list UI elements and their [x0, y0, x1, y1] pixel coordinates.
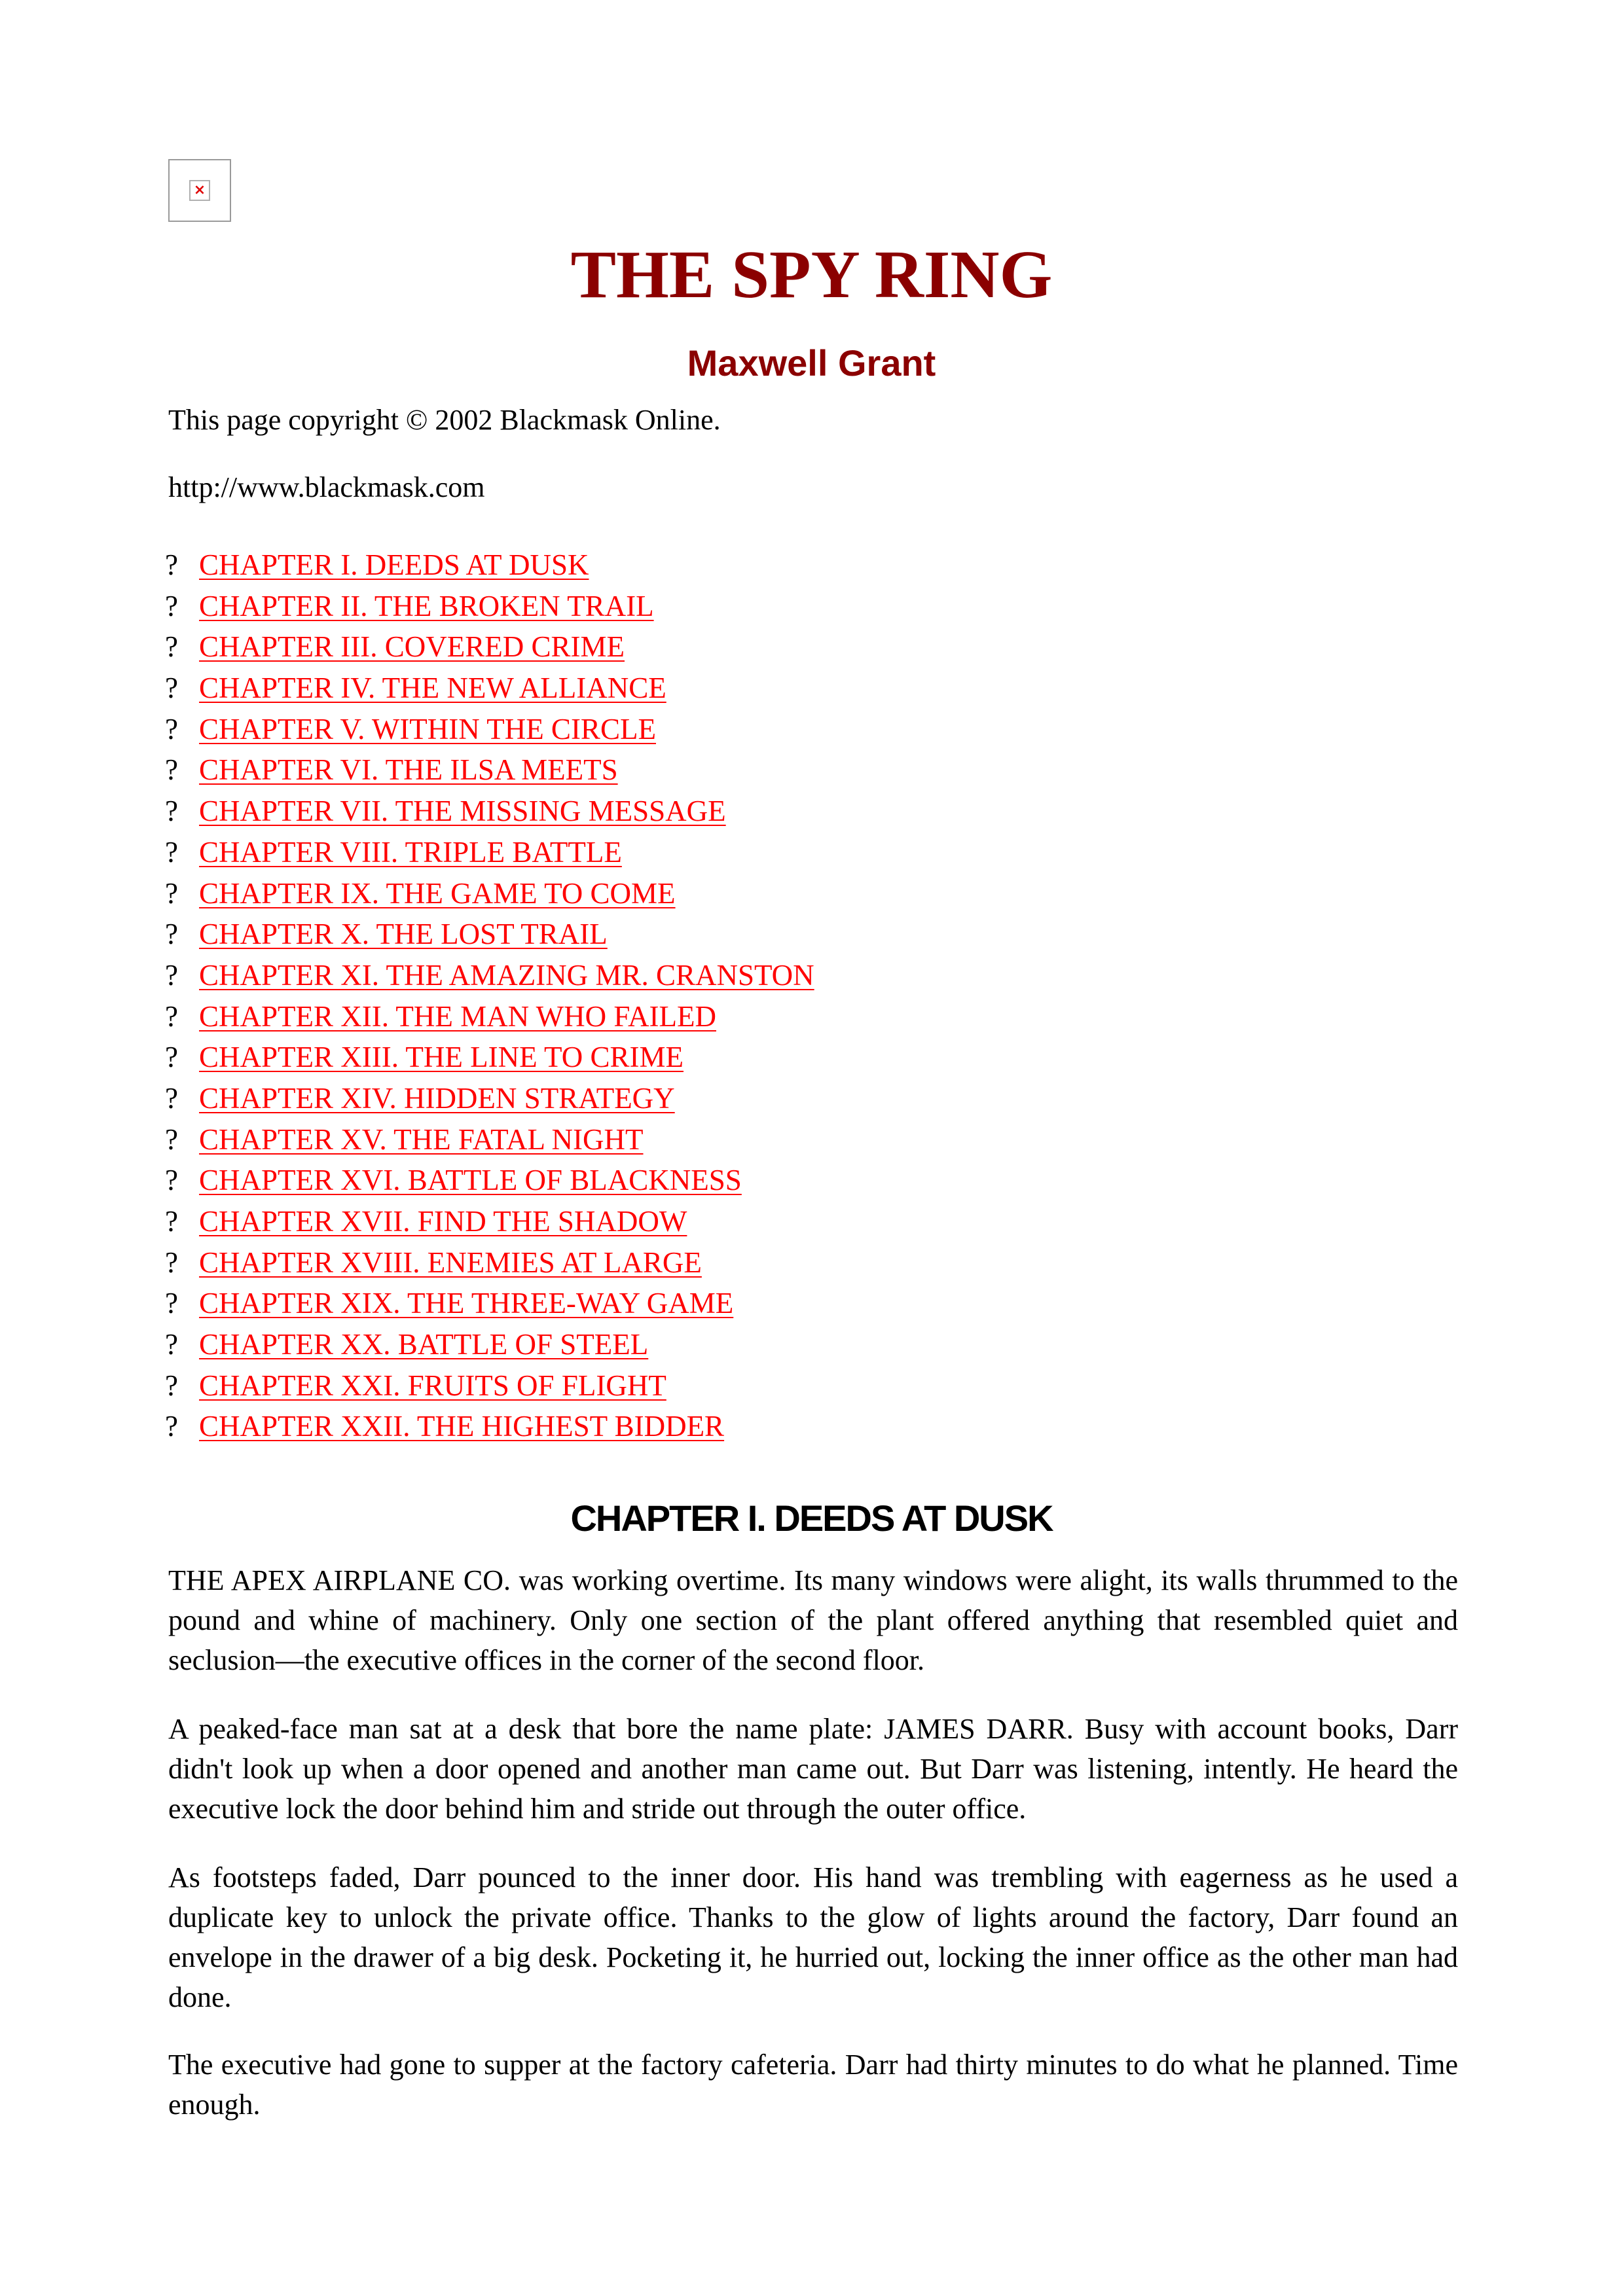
toc-bullet: ?: [165, 589, 178, 622]
toc-item: [165, 955, 814, 996]
toc-link-chapter-12[interactable]: CHAPTER XII. THE MAN WHO FAILED: [199, 999, 716, 1033]
toc-bullet: ?: [165, 1410, 178, 1443]
toc-item: [165, 914, 814, 955]
toc-link-chapter-6[interactable]: CHAPTER VI. THE ILSA MEETS: [199, 753, 618, 787]
book-author: Maxwell Grant: [687, 342, 936, 384]
toc-item: [165, 1160, 814, 1201]
toc-link-chapter-19[interactable]: CHAPTER XIX. THE THREE-WAY GAME: [199, 1287, 734, 1320]
toc-item: [165, 832, 814, 873]
toc-link-chapter-10[interactable]: CHAPTER X. THE LOST TRAIL: [199, 918, 608, 951]
toc-item: [165, 1365, 814, 1407]
toc-item: [165, 749, 814, 791]
toc-item: [165, 626, 814, 668]
toc-bullet: ?: [165, 1041, 178, 1074]
broken-image-x-icon: ×: [189, 180, 210, 201]
toc-item: [165, 791, 814, 832]
toc-link-chapter-5[interactable]: CHAPTER V. WITHIN THE CIRCLE: [199, 712, 656, 745]
toc-link-chapter-11[interactable]: CHAPTER XI. THE AMAZING MR. CRANSTON: [199, 958, 814, 992]
toc-bullet: ?: [165, 1205, 178, 1238]
toc-link-chapter-8[interactable]: CHAPTER VIII. TRIPLE BATTLE: [199, 835, 622, 869]
toc-link-chapter-22[interactable]: CHAPTER XXII. THE HIGHEST BIDDER: [199, 1410, 725, 1443]
toc-link-chapter-9[interactable]: CHAPTER IX. THE GAME TO COME: [199, 876, 676, 910]
toc-item: [165, 1078, 814, 1119]
toc-bullet: ?: [165, 1328, 178, 1361]
toc-link-chapter-4[interactable]: CHAPTER IV. THE NEW ALLIANCE: [199, 672, 666, 705]
toc-link-chapter-13[interactable]: CHAPTER XIII. THE LINE TO CRIME: [199, 1041, 684, 1074]
toc-bullet: ?: [165, 1122, 178, 1156]
toc-bullet: ?: [165, 876, 178, 910]
toc-bullet: ?: [165, 672, 178, 705]
toc-item: [165, 873, 814, 914]
toc-item: [165, 1283, 814, 1324]
table-of-contents: [165, 545, 814, 1447]
toc-item: [165, 996, 814, 1037]
toc-link-chapter-3[interactable]: CHAPTER III. COVERED CRIME: [199, 630, 625, 664]
toc-link-chapter-15[interactable]: CHAPTER XV. THE FATAL NIGHT: [199, 1122, 644, 1156]
toc-bullet: ?: [165, 630, 178, 664]
copyright-notice: This page copyright © 2002 Blackmask Online.: [168, 404, 721, 436]
toc-link-chapter-14[interactable]: CHAPTER XIV. HIDDEN STRATEGY: [199, 1081, 675, 1115]
chapter-paragraph: THE APEX AIRPLANE CO. was working overtime. Its many windows were alight, its walls thrummed to the pound and whine of machinery. Only one section of the plant offered anything that resembled quiet and seclusion—the executive offices in the corner of the second floor.: [168, 1564, 1458, 1676]
toc-bullet: ?: [165, 1369, 178, 1402]
site-url: http://www.blackmask.com: [168, 471, 485, 503]
chapter-paragraph: The executive had gone to supper at the factory cafeteria. Darr had thirty minutes to do what he planned. Time enough.: [168, 2049, 1458, 2121]
toc-link-chapter-1[interactable]: CHAPTER I. DEEDS AT DUSK: [199, 548, 589, 581]
toc-bullet: ?: [165, 753, 178, 787]
toc-bullet: ?: [165, 1164, 178, 1197]
toc-item: [165, 1242, 814, 1283]
toc-bullet: ?: [165, 918, 178, 951]
toc-bullet: ?: [165, 1287, 178, 1320]
toc-bullet: ?: [165, 795, 178, 828]
toc-bullet: ?: [165, 1246, 178, 1279]
toc-bullet: ?: [165, 1081, 178, 1115]
toc-item: [165, 709, 814, 750]
toc-link-chapter-20[interactable]: CHAPTER XX. BATTLE OF STEEL: [199, 1328, 649, 1361]
toc-item: [165, 1406, 814, 1447]
toc-item: [165, 1201, 814, 1242]
toc-bullet: ?: [165, 712, 178, 745]
toc-bullet: ?: [165, 835, 178, 869]
toc-bullet: ?: [165, 548, 178, 581]
toc-item: [165, 1037, 814, 1078]
toc-item: [165, 586, 814, 627]
toc-link-chapter-7[interactable]: CHAPTER VII. THE MISSING MESSAGE: [199, 795, 726, 828]
toc-link-chapter-18[interactable]: CHAPTER XVIII. ENEMIES AT LARGE: [199, 1246, 702, 1279]
chapter-paragraph: As footsteps faded, Darr pounced to the inner door. His hand was trembling with eagerness as he used a duplicate key to unlock the private office. Thanks to the glow of lights around the factory, Darr found an envelope in the drawer of a big desk. Pocketing it, he hurried out, locking the inner office as the other man had done.: [168, 1861, 1458, 2013]
toc-bullet: ?: [165, 999, 178, 1033]
chapter-heading: CHAPTER I. DEEDS AT DUSK: [570, 1498, 1053, 1539]
toc-link-chapter-16[interactable]: CHAPTER XVI. BATTLE OF BLACKNESS: [199, 1164, 742, 1197]
toc-item: [165, 1119, 814, 1160]
toc-item: [165, 1324, 814, 1365]
toc-link-chapter-2[interactable]: CHAPTER II. THE BROKEN TRAIL: [199, 589, 654, 622]
toc-bullet: ?: [165, 958, 178, 992]
toc-item: [165, 668, 814, 709]
toc-link-chapter-21[interactable]: CHAPTER XXI. FRUITS OF FLIGHT: [199, 1369, 666, 1402]
toc-link-chapter-17[interactable]: CHAPTER XVII. FIND THE SHADOW: [199, 1205, 687, 1238]
book-title: THE SPY RING: [570, 237, 1053, 312]
chapter-paragraph: A peaked-face man sat at a desk that bore the name plate: JAMES DARR. Busy with account books, Darr didn't look up when a door opened and another man came out. But Darr was listening, intently. He heard the executive lock the door behind him and stride out through the outer office.: [168, 1713, 1458, 1825]
toc-item: [165, 545, 814, 586]
broken-image-icon: [168, 159, 231, 222]
